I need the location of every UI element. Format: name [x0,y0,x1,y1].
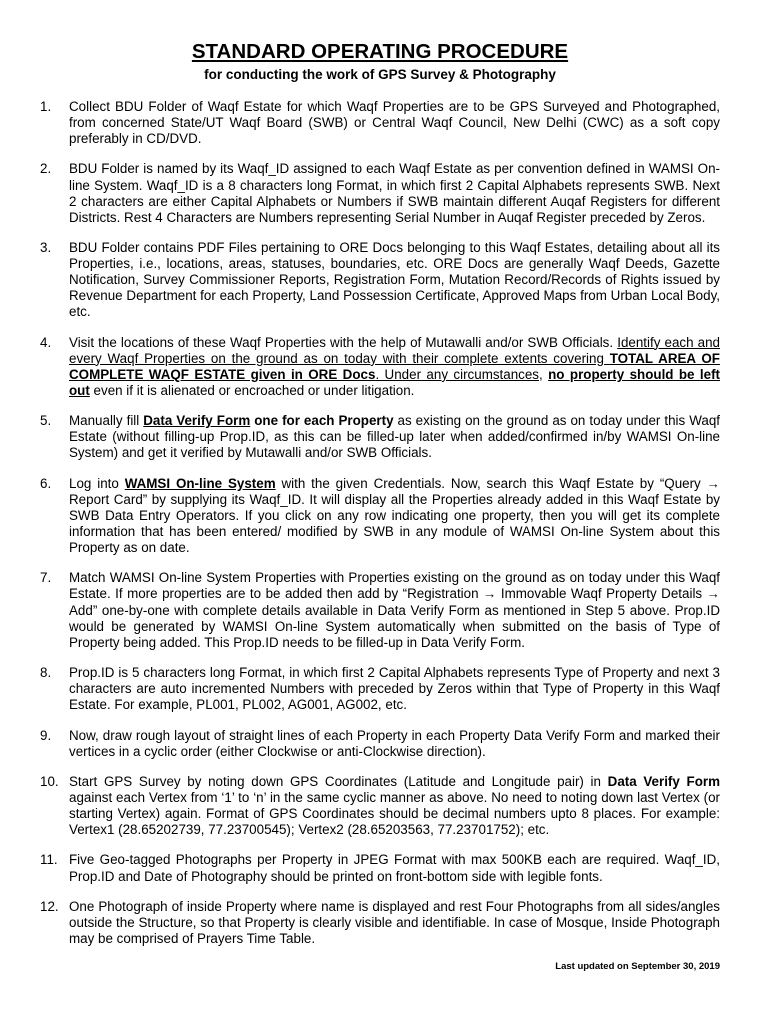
procedure-step [40,774,720,838]
procedure-step [40,161,720,225]
step-number: 4. [40,334,52,350]
step-text: Collect BDU Folder of Waqf Estate for which Waqf Properties are to be GPS Surveyed and Photographed, from concerned State/UT Waqf Board (SWB) or Central Waqf Council, New Delhi (CWC) as a soft copy preferably in CD/DVD. [69,99,720,147]
step-number: 6. [40,475,52,491]
step-number: 2. [40,161,52,177]
step-text: one for each Property [250,413,394,429]
step-text: as existing on the ground as on today under this Waqf Estate (without filling-up Prop.ID, as this can be filled-up later when added/confirmed in/by WAMSI On-line System) and get it verified by Mutawalli and/or SWB Officials. [69,413,720,461]
procedure-step [40,899,720,947]
step-text: Visit the locations of these Waqf Properties with the help of Mutawalli and/or SWB Officials. [69,334,618,350]
step-number: 8. [40,665,52,681]
step-number: 11. [40,852,58,868]
step-text: Data Verify Form [143,413,251,429]
procedure-step [40,852,720,884]
procedure-list [40,99,720,947]
document-title: STANDARD OPERATING PROCEDURE [191,40,569,63]
step-number: 1. [40,99,52,114]
step-text: with the given Credentials. Now, search this Waqf Estate by “Query → Report Card” by supplying its Waqf_ID. It will display all the Properties already added in this Waqf Estate by SWB Data Entry Operators. If you click on any row indicating one property, then you will get its complete information that has been entered/ modified by SWB in any module of WAMSI On-line System about this Property as on date. [69,475,721,556]
step-text: no property should be left out [69,366,720,398]
step-text: BDU Folder is named by its Waqf_ID assigned to each Waqf Estate as per convention defined in WAMSI On-line System. Waqf_ID is a 8 characters long Format, in which first 2 Capital Alphabets represents SWB. Next 2 characters are either Capital Alphabets or Numbers if SWB maintain different Auqaf Registers for different Districts. Rest 4 Characters are Numbers representing Serial Number in Auqaf Register preceded by Zeros. [69,161,720,225]
step-number: 10. [40,773,59,789]
step-text: Data Verify Form [607,773,720,789]
last-updated-note: Last updated on September 30, 2019 [555,961,720,972]
step-text: Identify each and every Waqf Properties on the ground as on today with their complete extents covering [69,334,720,366]
procedure-step [40,240,720,320]
step-text: Log into [69,475,125,491]
step-text: TOTAL AREA OF COMPLETE WAQF ESTATE given in ORE Docs [69,350,720,382]
step-number: 12. [40,898,59,914]
step-text: Prop.ID is 5 characters long Format, in which first 2 Capital Alphabets represents Type of Property and next 3 characters are auto incremented Numbers with preceded by Zeros within that Type of Property in this Waqf Estate. For example, PL001, PL002, AG001, AG002, etc. [69,665,720,713]
step-text: Match WAMSI On-line System Properties with Properties existing on the ground as on today under this Waqf Estate. If more properties are to be added then add by “Registration → Immovable Waqf Property Details → Add” one-by-one with complete details available in Data Verify Form as mentioned in Step 5 above. Prop.ID would be generated by WAMSI On-line System automatically when submitted on the basis of Type of Property being added. This Prop.ID needs to be filled-up in Data Verify Form. [69,570,720,650]
step-number: 5. [40,413,52,429]
procedure-step [40,570,720,650]
step-number: 3. [40,240,52,256]
step-text: Now, draw rough layout of straight lines of each Property in each Property Data Verify Form and marked their vertices in a cyclic order (either Clockwise or anti-Clockwise direction). [69,727,720,759]
procedure-step [40,99,720,147]
procedure-step [40,476,720,556]
procedure-step [40,335,720,399]
procedure-step [40,728,720,760]
step-text: . Under any circumstances [375,366,539,382]
step-number: 9. [40,727,52,743]
step-text: Five Geo-tagged Photographs per Property in JPEG Format with max 500KB each are required. Waqf_ID, Prop.ID and Date of Photography should be printed on front-bottom side with legible fonts. [69,852,720,884]
step-text: One Photograph of inside Property where name is displayed and rest Four Photographs from all sides/angles outside the Structure, so that Property is clearly visible and identifiable. In case of Mosque, Inside Photograph may be comprised of Prayers Time Table. [69,898,720,946]
step-text: against each Vertex from ‘1’ to ‘n’ in the same cyclic manner as above. No need to noting down last Vertex (or starting Vertex) again. Format of GPS Coordinates should be decimal numbers upto 8 places. For example: Vertex1 (28.65202739, 77.23700545); Vertex2 (28.65203563, 77.23701752); etc. [69,789,720,838]
procedure-step [40,413,720,461]
step-text: Manually fill [69,413,144,429]
step-text: , [539,366,549,382]
document-subtitle: for conducting the work of GPS Survey & Photography [204,67,556,82]
step-text: even if it is alienated or encroached or under litigation. [89,382,415,398]
procedure-step [40,665,720,713]
step-text: BDU Folder contains PDF Files pertaining to ORE Docs belonging to this Waqf Estates, detailing about all its Properties, i.e., locations, areas, statuses, boundaries, etc. ORE Docs are generally Waqf Deeds, Gazette Notification, Survey Commissioner Reports, Registration Form, Mutation Record/Records of Rights issued by Revenue Department for each Property, Land Possession Certificate, Approved Maps from Urban Local Body, etc. [69,240,720,320]
step-number: 7. [40,570,52,586]
step-text: WAMSI On-line System [124,475,276,491]
step-text: Start GPS Survey by noting down GPS Coordinates (Latitude and Longitude pair) in [69,773,608,789]
